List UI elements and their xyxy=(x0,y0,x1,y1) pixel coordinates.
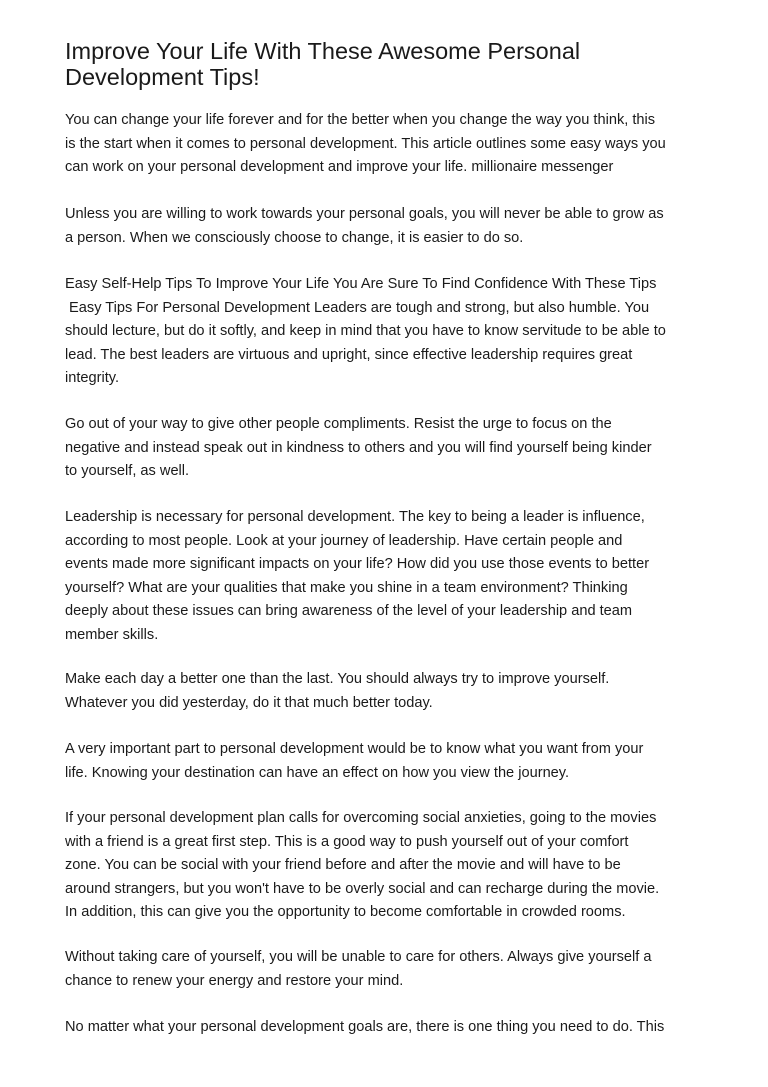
text-line: zone. You can be social with your friend before and after the movie and will have to be xyxy=(65,857,621,873)
text-line: A very important part to personal development would be to know what you want from your xyxy=(65,741,644,757)
title-line: Development Tips! xyxy=(65,64,260,90)
text-line: Whatever you did yesterday, do it that much better today. xyxy=(65,694,433,711)
paragraph-social-anxieties xyxy=(65,807,715,925)
paragraph-personal-goals xyxy=(65,203,715,250)
text-line: No matter what your personal development goals are, there is one thing you need to do. This xyxy=(65,1019,665,1035)
text-line: Make each day a better one than the last. You should always try to improve yourself. xyxy=(65,671,610,687)
text-line: Unless you are willing to work towards your personal goals, you will never be able to grow as xyxy=(65,206,664,222)
text-line: If your personal development plan calls for overcoming social anxieties, going to the movies xyxy=(65,810,657,826)
text-line: is the start when it comes to personal development. This article outlines some easy ways you xyxy=(65,135,666,152)
page-title xyxy=(65,38,725,90)
text-line: around strangers, but you won't have to be overly social and can recharge during the movie. xyxy=(65,880,660,897)
text-line: Easy Tips For Personal Development Leaders are tough and strong, but also humble. You xyxy=(65,299,650,316)
text-line: Go out of your way to give other people compliments. Resist the urge to focus on the xyxy=(65,416,612,432)
text-line: can work on your personal development and improve your life. millionaire messenger xyxy=(65,159,614,175)
text-line: member skills. xyxy=(65,626,159,643)
paragraph-intro xyxy=(65,109,715,180)
text-line: Leadership is necessary for personal development. The key to being a leader is influence, xyxy=(65,509,645,525)
paragraph-leadership xyxy=(65,506,715,647)
text-line: In addition, this can give you the opportunity to become comfortable in crowded rooms. xyxy=(65,904,626,920)
paragraph-goals xyxy=(65,1016,715,1040)
text-line: with a friend is a great first step. This is a good way to push yourself out of your comfort xyxy=(65,833,629,850)
text-line: should lecture, but do it softly, and keep in mind that you have to know servitude to be able to xyxy=(65,323,666,339)
text-line: events made more significant impacts on your life? How did you use those events to better xyxy=(65,556,650,572)
paragraph-self-care xyxy=(65,946,715,993)
text-line: Without taking care of yourself, you will be unable to care for others. Always give yourself a xyxy=(65,949,652,965)
text-line: integrity. xyxy=(65,370,120,386)
text-line: according to most people. Look at your journey of leadership. Have certain people and xyxy=(65,532,623,549)
text-line: chance to renew your energy and restore your mind. xyxy=(65,972,404,989)
paragraph-each-day xyxy=(65,668,715,715)
text-line: negative and instead speak out in kindness to others and you will find yourself being kinder xyxy=(65,439,652,456)
title-line: Improve Your Life With These Awesome Personal xyxy=(65,38,581,64)
paragraph-know-what-you-want xyxy=(65,738,715,785)
text-line: a person. When we consciously choose to change, it is easier to do so. xyxy=(65,229,524,246)
text-line: lead. The best leaders are virtuous and upright, since effective leadership requires great xyxy=(65,346,633,363)
paragraph-leaders xyxy=(65,273,715,391)
text-line: Easy Self-Help Tips To Improve Your Life You Are Sure To Find Confidence With These Tips xyxy=(65,276,657,292)
text-line: yourself? What are your qualities that make you shine in a team environment? Thinking xyxy=(65,579,628,596)
text-line: life. Knowing your destination can have an effect on how you view the journey. xyxy=(65,764,570,781)
text-line: to yourself, as well. xyxy=(65,463,190,479)
paragraph-compliments xyxy=(65,413,715,484)
text-line: You can change your life forever and for the better when you change the way you think, this xyxy=(65,112,656,128)
text-line: deeply about these issues can bring awareness of the level of your leadership and team xyxy=(65,603,633,619)
